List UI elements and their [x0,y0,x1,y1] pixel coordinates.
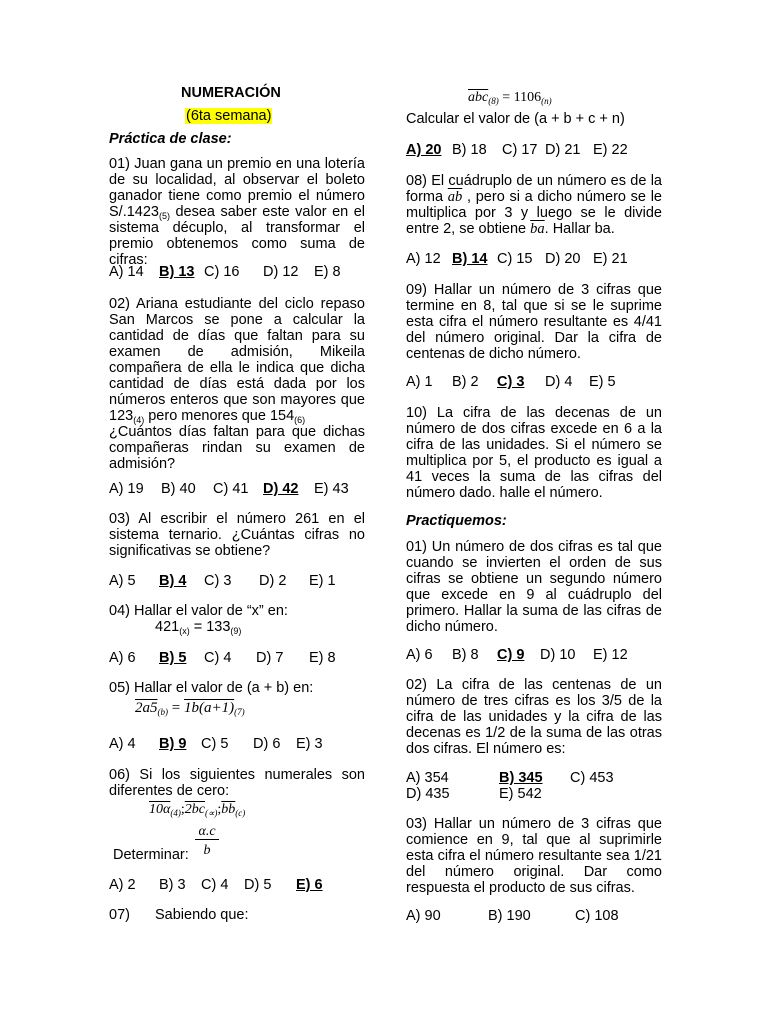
q01-option-c[interactable]: C) 16 [204,264,240,280]
practice-01: 01) Un número de dos cifras es tal que cuando se invierten el orden de sus cifras se obtiene un segundo número que excede en 9 al cuádruplo del primero. Hallar la suma de las cifras de dicho número. [406,539,662,635]
q04-option-e[interactable]: E) 8 [309,650,336,666]
q07-option-c[interactable]: C) 17 [502,142,538,158]
q03-option-a[interactable]: A) 5 [109,573,136,589]
page-title: NUMERACIÓN [181,85,281,101]
question-07-text: Sabiendo que: [155,907,249,923]
p01-option-e[interactable]: E) 12 [593,647,628,663]
p03-option-c[interactable]: C) 108 [575,908,619,924]
q07-option-e[interactable]: E) 22 [593,142,628,158]
q09-option-d[interactable]: D) 4 [545,374,573,390]
q02-option-c[interactable]: C) 41 [213,481,249,497]
p02-option-c[interactable]: C) 453 [570,770,614,786]
q01-option-d[interactable]: D) 12 [263,264,299,280]
q07-option-b[interactable]: B) 18 [452,142,487,158]
q09-option-a[interactable]: A) 1 [406,374,433,390]
q03-option-d[interactable]: D) 2 [259,573,287,589]
q07-option-d[interactable]: D) 21 [545,142,581,158]
q03-option-b[interactable]: B) 4 [159,573,187,589]
q08-option-b[interactable]: B) 14 [452,251,488,267]
question-06: 06) Si los siguientes numerales son diferentes de cero: [109,767,365,799]
q08-option-a[interactable]: A) 12 [406,251,441,267]
question-09: 09) Hallar un número de 3 cifras que termine en 8, tal que si se le suprime esta cifra el número resultante es 4/41 del número original. Dar la cifra de centenas de dicho número. [406,282,662,362]
q06-fraction-denominator: b [203,843,211,858]
q05-equation: $2a5_{(b)} = 1b(a+1)_{(7)}$ [135,700,245,717]
q05-option-e[interactable]: E) 3 [296,736,323,752]
q01-option-e[interactable]: E) 8 [314,264,341,280]
question-04: 04) Hallar el valor de “x” en: [109,603,288,619]
q02-option-e[interactable]: E) 43 [314,481,349,497]
q09-option-e[interactable]: E) 5 [589,374,616,390]
question-08: 08) El cuádruplo de un número es de la forma $\overline{ab}$ , pero si a dicho número se le multiplica por 3 y luego se le divide entre 2, se obtiene $\overline{ba}$. Hallar ba. [406,173,662,237]
p01-option-c[interactable]: C) 9 [497,647,525,663]
question-01: 01) Juan gana un premio en una lotería de su localidad, al observar el boleto ganador tiene como premio el número $S/.1423_{(5)}$ desea saber este valor en el sistema décuplo, al transformar el premio obtenemos como suma de cifras: [109,156,365,268]
q09-option-b[interactable]: B) 2 [452,374,479,390]
question-03: 03) Al escribir el número 261 en el sistema ternario. ¿Cuántas cifras no significativas se obtiene? [109,511,365,559]
question-05: 05) Hallar el valor de (a + b) en: [109,680,314,696]
q08-option-e[interactable]: E) 21 [593,251,628,267]
practice-02: 02) La cifra de las centenas de un número de tres cifras es los 3/5 de la cifra de las unidades y la cifra de las decenas es 1/2 de la suma de las otras dos cifras. El número es: [406,677,662,757]
question-10: 10) La cifra de las decenas de un número de dos cifras excede en 6 a la cifra de las unidades. Si el número se multiplica por 5, el producto es igual a 41 veces la suma de las cifras del número dado. halle el número. [406,405,662,501]
p01-option-b[interactable]: B) 8 [452,647,479,663]
q06-option-d[interactable]: D) 5 [244,877,272,893]
q07-ask: Calcular el valor de (a + b + c + n) [406,111,625,127]
q06-option-b[interactable]: B) 3 [159,877,186,893]
p02-option-d[interactable]: D) 435 [406,786,450,802]
q06-fraction-numerator: α.c [195,824,219,840]
question-07-label: 07) [109,907,130,923]
p02-option-b[interactable]: B) 345 [499,770,543,786]
practica-heading: Práctica de clase: [109,131,232,147]
p01-option-a[interactable]: A) 6 [406,647,433,663]
p02-option-a[interactable]: A) 354 [406,770,449,786]
q01-option-b[interactable]: B) 13 [159,264,195,280]
q07-option-a[interactable]: A) 20 [406,142,442,158]
week-subtitle: (6ta semana) [186,108,272,124]
q04-option-b[interactable]: B) 5 [159,650,187,666]
practiquemos-heading: Practiquemos: [406,513,507,529]
practice-03: 03) Hallar un número de 3 cifras que comience en 9, tal que al suprimirle esta cifra el número resultante sea 1/21 del número original. Dar como respuesta el producto de sus cifras. [406,816,662,896]
q04-option-c[interactable]: C) 4 [204,650,232,666]
p02-option-e[interactable]: E) 542 [499,786,542,802]
q03-option-c[interactable]: C) 3 [204,573,232,589]
q06-option-c[interactable]: C) 4 [201,877,229,893]
q03-option-e[interactable]: E) 1 [309,573,336,589]
p01-option-d[interactable]: D) 10 [540,647,576,663]
q04-option-d[interactable]: D) 7 [256,650,284,666]
q06-option-e[interactable]: E) 6 [296,877,323,893]
q08-option-c[interactable]: C) 15 [497,251,533,267]
q06-numerals: $10\alpha_{(4)};2bc_{(\propto)};\overline{bb}_{(c)}$ [149,802,246,818]
q06-option-a[interactable]: A) 2 [109,877,136,893]
p03-option-b[interactable]: B) 190 [488,908,531,924]
q02-option-a[interactable]: A) 19 [109,481,144,497]
q06-determine-label: Determinar: [113,847,189,863]
q04-option-a[interactable]: A) 6 [109,650,136,666]
q02-option-b[interactable]: B) 40 [161,481,196,497]
question-02: 02) Ariana estudiante del ciclo repaso San Marcos se pone a calcular la cantidad de días que faltan para su examen de admisión, Mikeila compañera de ella le indica que dicha cantidad de días está dada por los números enteros que son mayores que $123_{(4)}$ pero menores que $154_{(6)}$ ¿Cuántos días faltan para que dichas compañeras rindan su examen de admisión? [109,296,365,472]
q05-option-a[interactable]: A) 4 [109,736,136,752]
q04-equation: $421_{(x)} = 133_{(9)}$ [155,619,242,636]
q08-option-d[interactable]: D) 20 [545,251,581,267]
q01-option-a[interactable]: A) 14 [109,264,144,280]
q05-option-b[interactable]: B) 9 [159,736,187,752]
q05-option-c[interactable]: C) 5 [201,736,229,752]
q09-option-c[interactable]: C) 3 [497,374,525,390]
p03-option-a[interactable]: A) 90 [406,908,441,924]
q02-option-d[interactable]: D) 42 [263,481,299,497]
q05-option-d[interactable]: D) 6 [253,736,281,752]
q07-equation: $\overline{abc}_{(8)} = 1106_{(n)}$ [468,90,552,106]
